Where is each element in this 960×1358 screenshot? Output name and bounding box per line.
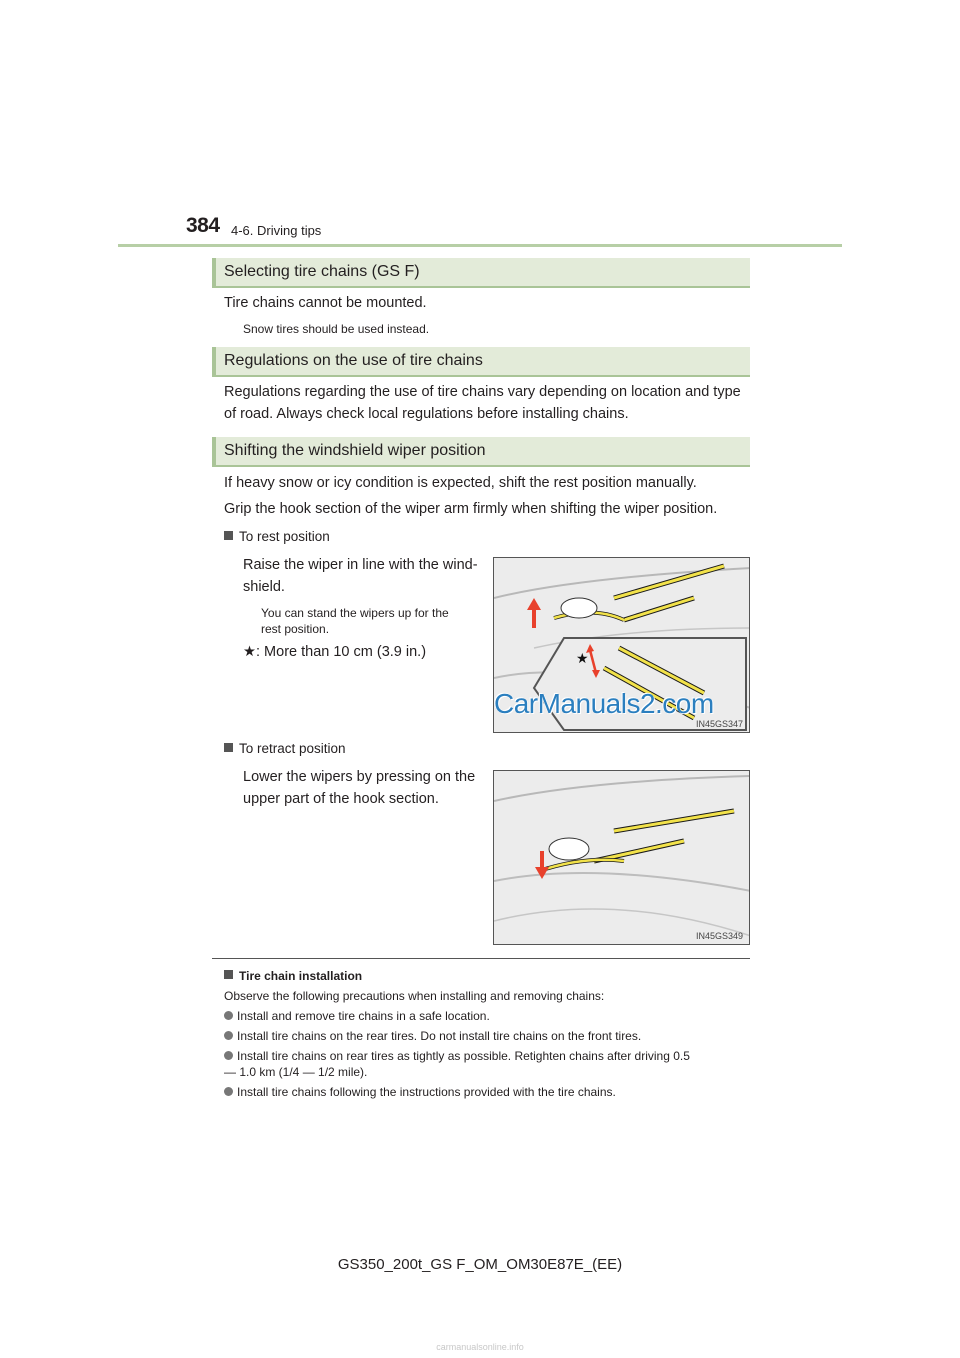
notes-divider	[212, 958, 750, 959]
site-watermark: carmanualsonline.info	[436, 1342, 524, 1352]
note-item	[224, 1084, 750, 1100]
note-item-text: Install tire chains following the instructions provided with the tire chains.	[237, 1085, 616, 1099]
document-id: GS350_200t_GS F_OM_OM30E87E_(EE)	[337, 1256, 623, 1273]
figure-code: IN45GS347	[695, 719, 743, 729]
svg-text:★: ★	[576, 651, 589, 667]
section-text: Grip the hook section of the wiper arm firmly when shifting the wiper position.	[224, 501, 718, 517]
note-item-continuation: — 1.0 km (1/4 — 1/2 mile).	[224, 1065, 368, 1079]
note-item	[224, 1008, 750, 1024]
note-item	[224, 1028, 750, 1044]
section-title: Regulations on the use of tire chains	[224, 352, 483, 369]
subheading-retract-position	[224, 741, 346, 756]
subheading-rest-position	[224, 529, 330, 544]
section-text: Tire chains cannot be mounted.	[224, 295, 427, 311]
section-heading-regulations	[212, 347, 750, 377]
instruction-line: shield.	[243, 579, 285, 595]
round-bullet-icon	[224, 1087, 233, 1096]
watermark: CarManuals2.com	[494, 688, 714, 719]
section-heading-tire-chains	[212, 258, 750, 288]
instruction-line: Raise the wiper in line with the wind-	[243, 557, 478, 573]
note-title	[224, 968, 750, 984]
instruction-line: upper part of the hook section.	[243, 791, 439, 807]
note-title-label: Tire chain installation	[239, 969, 363, 983]
square-bullet-icon	[224, 743, 233, 752]
subheading-label: To retract position	[239, 741, 346, 756]
note-item-text: Install and remove tire chains in a safe location.	[237, 1009, 490, 1023]
header-divider	[118, 244, 842, 247]
star-note: ★: More than 10 cm (3.9 in.)	[243, 644, 427, 660]
square-bullet-icon	[224, 970, 233, 979]
page-number: 384	[186, 214, 220, 237]
wiper-lower-illustration	[494, 771, 750, 945]
section-text-line: of road. Always check local regulations before installing chains.	[224, 406, 629, 422]
round-bullet-icon	[224, 1051, 233, 1060]
note-item-text: Install tire chains on the rear tires. Do not install tire chains on the front tires.	[237, 1029, 642, 1043]
section-note: Snow tires should be used instead.	[243, 322, 430, 336]
section-text-line: Regulations regarding the use of tire chains vary depending on location and type	[224, 384, 741, 400]
round-bullet-icon	[224, 1031, 233, 1040]
chapter-title: 4-6. Driving tips	[231, 223, 322, 238]
note-item-text: Install tire chains on rear tires as tightly as possible. Retighten chains after driving 0.5	[237, 1049, 690, 1063]
instruction-line: Lower the wipers by pressing on the	[243, 769, 476, 785]
square-bullet-icon	[224, 531, 233, 540]
figure-retract-position	[493, 770, 750, 945]
section-heading-wiper-position	[212, 437, 750, 467]
section-title: Shifting the windshield wiper position	[224, 442, 486, 459]
section-text: If heavy snow or icy condition is expected, shift the rest position manually.	[224, 475, 697, 491]
note-item	[224, 1048, 750, 1064]
section-title: Selecting tire chains (GS F)	[224, 263, 420, 280]
note-intro: Observe the following precautions when installing and removing chains:	[224, 989, 605, 1003]
figure-code: IN45GS349	[695, 931, 743, 941]
subheading-label: To rest position	[239, 529, 330, 544]
notes-block	[224, 968, 750, 1100]
round-bullet-icon	[224, 1011, 233, 1020]
instruction-note: rest position.	[261, 622, 330, 636]
instruction-note: You can stand the wipers up for the	[261, 606, 449, 620]
